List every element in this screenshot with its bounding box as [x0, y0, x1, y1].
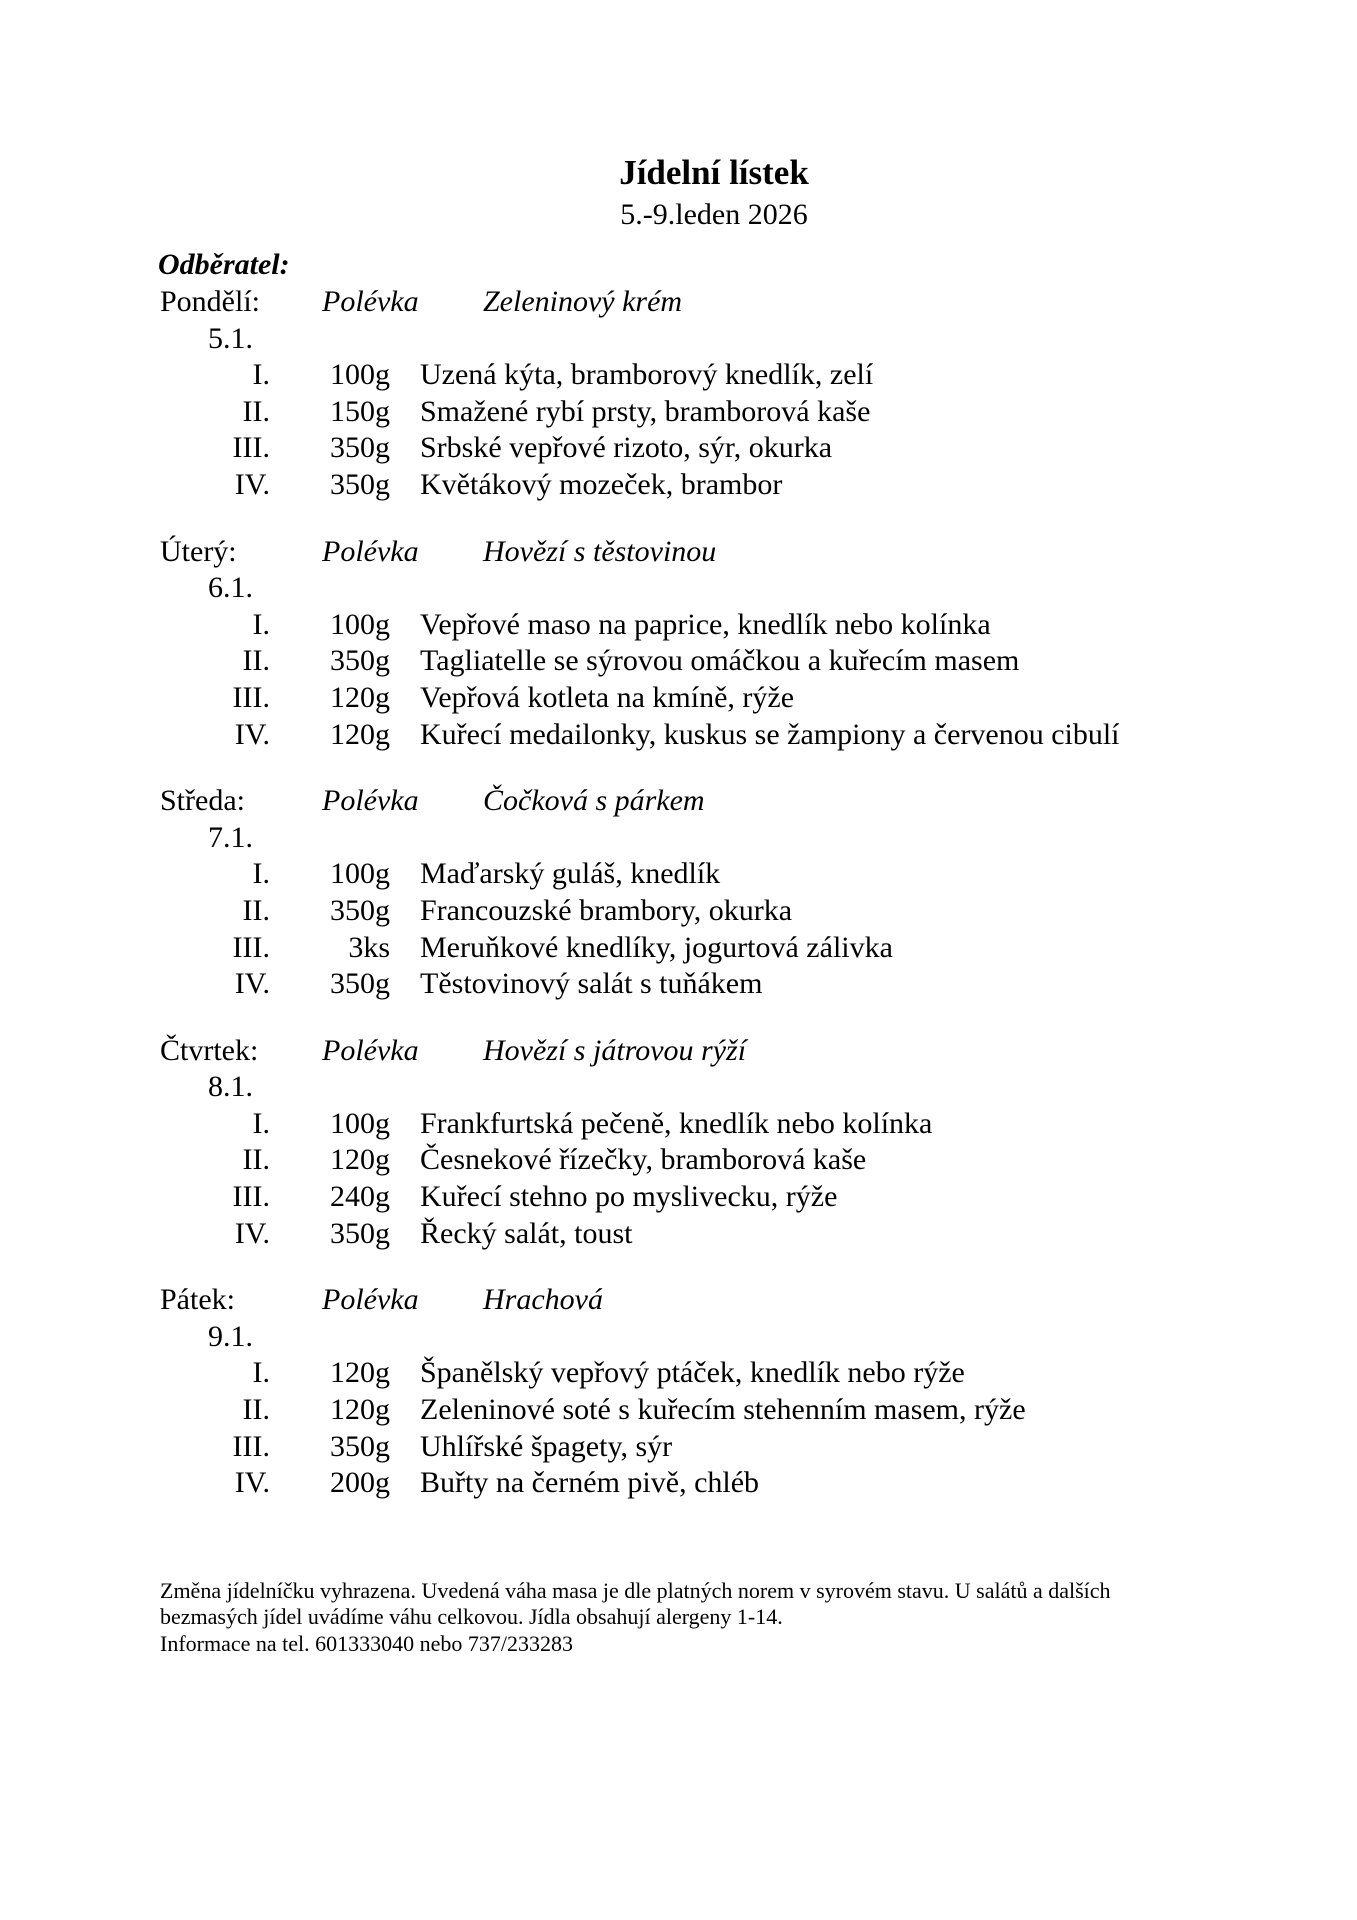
item-number: II.	[242, 893, 270, 927]
day-date-row	[0, 570, 1357, 607]
soup-label: Polévka	[322, 784, 419, 818]
day-name: Pondělí:	[160, 285, 261, 318]
item-weight: 120g	[330, 1393, 390, 1427]
day-date-row	[0, 1319, 1357, 1356]
item-dish: Řecký salát, toust	[420, 1216, 633, 1250]
day-header-row	[0, 284, 1357, 321]
item-number: I.	[252, 1356, 270, 1390]
item-dish: Uzená kýta, bramborový knedlík, zelí	[420, 358, 874, 392]
item-weight: 350g	[330, 1216, 390, 1250]
item-weight: 100g	[330, 1106, 390, 1140]
menu-item-row	[0, 357, 1357, 394]
item-dish: Maďarský guláš, knedlík	[420, 857, 721, 891]
page-title: Jídelní lístek	[619, 153, 809, 192]
document-header	[160, 0, 1268, 234]
day-date: 8.1.	[208, 1070, 253, 1104]
item-number: IV.	[234, 717, 270, 751]
soup-name: Hovězí s játrovou rýží	[483, 1033, 747, 1067]
menu-item-row	[0, 856, 1357, 893]
soup-name: Čočková s párkem	[483, 784, 705, 818]
day-header-row	[0, 1033, 1357, 1070]
menu-item-row	[0, 467, 1357, 504]
item-dish: Srbské vepřové rizoto, sýr, okurka	[420, 431, 833, 465]
item-dish: Tagliatelle se sýrovou omáčkou a kuřecím masem	[420, 644, 1020, 678]
item-weight: 150g	[330, 394, 390, 428]
item-number: III.	[232, 680, 270, 714]
item-number: IV.	[234, 467, 270, 501]
item-dish: Květákový mozeček, brambor	[420, 467, 783, 501]
item-number: III.	[232, 431, 270, 465]
item-dish: Vepřové maso na paprice, knedlík nebo kolínka	[420, 607, 991, 641]
menu-item-row	[0, 966, 1357, 1003]
day-section	[0, 783, 1357, 1003]
item-dish: Španělský vepřový ptáček, knedlík nebo rýže	[420, 1356, 965, 1390]
day-date: 7.1.	[208, 820, 253, 854]
menu-item-row	[0, 1106, 1357, 1143]
day-header-row	[0, 783, 1357, 820]
item-number: III.	[232, 930, 270, 964]
menu-days	[0, 284, 1357, 1502]
soup-name: Hovězí s těstovinou	[483, 534, 717, 568]
item-weight: 120g	[330, 680, 390, 714]
item-number: II.	[242, 1393, 270, 1427]
soup-name: Zeleninový krém	[483, 285, 683, 318]
soup-name: Hrachová	[483, 1283, 603, 1317]
day-name: Úterý:	[160, 534, 237, 568]
menu-item-row	[0, 1179, 1357, 1216]
item-number: II.	[242, 1143, 270, 1177]
item-number: I.	[252, 607, 270, 641]
day-date: 5.1.	[208, 321, 253, 355]
item-weight: 100g	[330, 358, 390, 392]
menu-item-row	[0, 643, 1357, 680]
day-section	[0, 534, 1357, 754]
item-weight: 120g	[330, 1356, 390, 1390]
day-date: 9.1.	[208, 1319, 253, 1353]
item-weight: 120g	[330, 1143, 390, 1177]
day-name: Čtvrtek:	[160, 1033, 259, 1067]
menu-item-row	[0, 893, 1357, 930]
footer-note	[160, 1578, 1220, 1658]
menu-item-row	[0, 680, 1357, 717]
menu-item-row	[0, 1355, 1357, 1392]
soup-label: Polévka	[322, 534, 419, 568]
menu-item-row	[0, 717, 1357, 754]
date-range: 5.-9.leden 2026	[620, 198, 808, 231]
item-dish: Zeleninové soté s kuřecím stehenním masem, rýže	[420, 1393, 1026, 1427]
menu-item-row	[0, 1429, 1357, 1466]
menu-item-row	[0, 1465, 1357, 1502]
item-number: I.	[252, 358, 270, 392]
item-dish: Kuřecí medailonky, kuskus se žampiony a červenou cibulí	[420, 717, 1120, 751]
day-date-row	[0, 1069, 1357, 1106]
menu-item-row	[0, 394, 1357, 431]
item-number: I.	[252, 857, 270, 891]
menu-item-row	[0, 430, 1357, 467]
item-number: III.	[232, 1180, 270, 1214]
day-date: 6.1.	[208, 571, 253, 605]
day-date-row	[0, 321, 1357, 358]
item-weight: 350g	[330, 967, 390, 1001]
item-weight: 3ks	[348, 930, 390, 964]
day-header-row	[0, 534, 1357, 571]
item-dish: Francouzské brambory, okurka	[420, 893, 793, 927]
item-weight: 350g	[330, 644, 390, 678]
item-dish: Smažené rybí prsty, bramborová kaše	[420, 394, 871, 428]
footer-line-2: bezmasých jídel uvádíme váhu celkovou. Jídla obsahují alergeny 1-14.	[160, 1604, 783, 1630]
day-header-row	[0, 1282, 1357, 1319]
item-dish: Česnekové řízečky, bramborová kaše	[420, 1143, 867, 1177]
item-dish: Vepřová kotleta na kmíně, rýže	[420, 680, 795, 714]
day-section	[0, 1282, 1357, 1502]
item-dish: Meruňkové knedlíky, jogurtová zálivka	[420, 930, 893, 964]
item-weight: 350g	[330, 467, 390, 501]
item-number: III.	[232, 1429, 270, 1463]
menu-item-row	[0, 1216, 1357, 1253]
day-name: Pátek:	[160, 1283, 235, 1317]
item-number: IV.	[234, 1466, 270, 1500]
soup-label: Polévka	[322, 1033, 419, 1067]
item-dish: Uhlířské špagety, sýr	[420, 1429, 673, 1463]
soup-label: Polévka	[322, 285, 419, 318]
item-number: II.	[242, 394, 270, 428]
item-weight: 240g	[330, 1180, 390, 1214]
item-weight: 350g	[330, 1429, 390, 1463]
menu-item-row	[0, 1142, 1357, 1179]
day-date-row	[0, 820, 1357, 857]
soup-label: Polévka	[322, 1283, 419, 1317]
day-section	[0, 1033, 1357, 1253]
item-number: IV.	[234, 967, 270, 1001]
item-dish: Buřty na černém pivě, chléb	[420, 1466, 760, 1500]
item-number: II.	[242, 644, 270, 678]
customer-label: Odběratel:	[158, 248, 290, 281]
item-dish: Kuřecí stehno po myslivecku, rýže	[420, 1180, 838, 1214]
item-number: I.	[252, 1106, 270, 1140]
footer-line-3: Informace na tel. 601333040 nebo 737/233283	[160, 1630, 574, 1656]
item-dish: Frankfurtská pečeně, knedlík nebo kolínka	[420, 1106, 933, 1140]
day-name: Středa:	[160, 784, 245, 818]
footer-line-1: Změna jídelníčku vyhrazena. Uvedená váha masa je dle platných norem v syrovém stavu. U salátů a dalších	[160, 1577, 1111, 1603]
item-weight: 100g	[330, 857, 390, 891]
item-weight: 200g	[330, 1466, 390, 1500]
day-section	[0, 284, 1357, 504]
item-weight: 100g	[330, 607, 390, 641]
menu-item-row	[0, 1392, 1357, 1429]
menu-item-row	[0, 607, 1357, 644]
menu-item-row	[0, 930, 1357, 967]
item-weight: 120g	[330, 717, 390, 751]
item-weight: 350g	[330, 893, 390, 927]
item-number: IV.	[234, 1216, 270, 1250]
item-dish: Těstovinový salát s tuňákem	[420, 967, 763, 1001]
item-weight: 350g	[330, 431, 390, 465]
